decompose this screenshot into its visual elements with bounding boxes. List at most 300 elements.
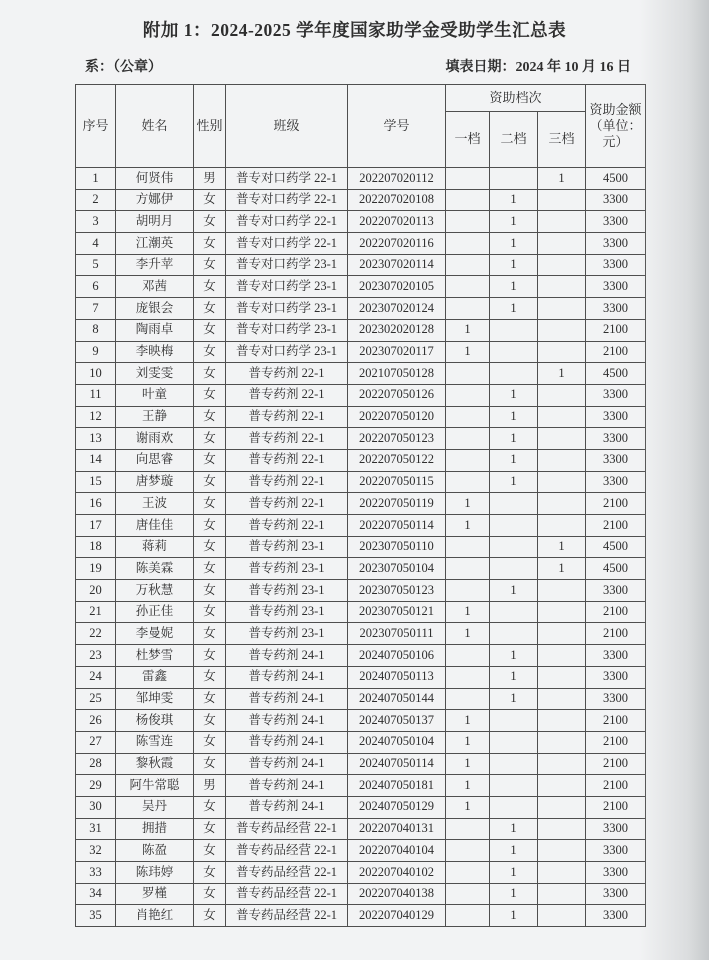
student-id-cell: 202307050110 [348, 536, 446, 558]
name-cell: 万秋慧 [116, 580, 194, 602]
seq-cell: 15 [76, 471, 116, 493]
class-cell: 普专药剂 24-1 [226, 710, 348, 732]
tier3-cell [538, 710, 586, 732]
tier3-cell [538, 645, 586, 667]
seq-cell: 21 [76, 601, 116, 623]
gender-cell: 女 [194, 862, 226, 884]
gender-cell: 女 [194, 796, 226, 818]
class-cell: 普专药剂 23-1 [226, 536, 348, 558]
table-row [76, 558, 646, 580]
class-cell: 普专药剂 24-1 [226, 688, 348, 710]
tier3-cell [538, 428, 586, 450]
tier1-cell: 1 [446, 319, 490, 341]
tier3-cell [538, 862, 586, 884]
seq-cell: 31 [76, 818, 116, 840]
name-cell: 唐佳佳 [116, 515, 194, 537]
table-row [76, 645, 646, 667]
seq-cell: 8 [76, 319, 116, 341]
student-id-cell: 202307050121 [348, 601, 446, 623]
student-id-cell: 202307050123 [348, 580, 446, 602]
amount-cell: 3300 [586, 645, 646, 667]
name-cell: 吴丹 [116, 796, 194, 818]
student-id-cell: 202207040104 [348, 840, 446, 862]
student-id-cell: 202307050104 [348, 558, 446, 580]
table-row [76, 406, 646, 428]
tier1-cell [446, 471, 490, 493]
amount-cell: 3300 [586, 254, 646, 276]
name-cell: 邹坤雯 [116, 688, 194, 710]
header-tier3: 三档 [538, 112, 586, 168]
table-row [76, 471, 646, 493]
tier2-cell: 1 [490, 189, 538, 211]
tier1-cell [446, 168, 490, 190]
tier2-cell [490, 796, 538, 818]
header-tier1: 一档 [446, 112, 490, 168]
class-cell: 普专药品经营 22-1 [226, 840, 348, 862]
gender-cell: 女 [194, 753, 226, 775]
name-cell: 刘雯雯 [116, 363, 194, 385]
class-cell: 普专药剂 22-1 [226, 493, 348, 515]
tier2-cell [490, 536, 538, 558]
name-cell: 杨俊琪 [116, 710, 194, 732]
table-row [76, 666, 646, 688]
table-row [76, 493, 646, 515]
student-id-cell: 202207040129 [348, 905, 446, 927]
student-id-cell: 202307020124 [348, 298, 446, 320]
student-id-cell: 202407050114 [348, 753, 446, 775]
tier2-cell: 1 [490, 905, 538, 927]
header-tier2: 二档 [490, 112, 538, 168]
tier2-cell: 1 [490, 580, 538, 602]
tier2-cell: 1 [490, 688, 538, 710]
tier1-cell [446, 580, 490, 602]
tier1-cell [446, 406, 490, 428]
class-cell: 普专对口药学 22-1 [226, 168, 348, 190]
tier3-cell [538, 796, 586, 818]
class-cell: 普专药剂 22-1 [226, 471, 348, 493]
tier1-cell: 1 [446, 601, 490, 623]
amount-cell: 3300 [586, 580, 646, 602]
name-cell: 王波 [116, 493, 194, 515]
tier3-cell [538, 840, 586, 862]
tier1-cell [446, 298, 490, 320]
seq-cell: 27 [76, 731, 116, 753]
name-cell: 谢雨欢 [116, 428, 194, 450]
tier2-cell [490, 168, 538, 190]
seq-cell: 26 [76, 710, 116, 732]
table-row [76, 189, 646, 211]
student-id-cell: 202407050106 [348, 645, 446, 667]
gender-cell: 女 [194, 710, 226, 732]
tier2-cell: 1 [490, 862, 538, 884]
gender-cell: 女 [194, 818, 226, 840]
name-cell: 叶童 [116, 384, 194, 406]
class-cell: 普专药剂 24-1 [226, 666, 348, 688]
tier2-cell [490, 558, 538, 580]
tier2-cell: 1 [490, 883, 538, 905]
tier2-cell: 1 [490, 384, 538, 406]
table-body [76, 168, 646, 927]
class-cell: 普专对口药学 23-1 [226, 341, 348, 363]
tier2-cell: 1 [490, 211, 538, 233]
tier2-cell [490, 623, 538, 645]
class-cell: 普专药剂 23-1 [226, 601, 348, 623]
tier2-cell [490, 515, 538, 537]
name-cell: 罗槿 [116, 883, 194, 905]
amount-cell: 4500 [586, 536, 646, 558]
student-id-cell: 202207050115 [348, 471, 446, 493]
tier3-cell [538, 449, 586, 471]
tier3-cell [538, 341, 586, 363]
class-cell: 普专对口药学 22-1 [226, 189, 348, 211]
amount-cell: 2100 [586, 710, 646, 732]
gender-cell: 女 [194, 666, 226, 688]
name-cell: 何贤伟 [116, 168, 194, 190]
class-cell: 普专药剂 24-1 [226, 775, 348, 797]
gender-cell: 女 [194, 623, 226, 645]
tier1-cell [446, 276, 490, 298]
tier3-cell [538, 493, 586, 515]
gender-cell: 女 [194, 731, 226, 753]
gender-cell: 女 [194, 558, 226, 580]
amount-cell: 3300 [586, 449, 646, 471]
seq-cell: 3 [76, 211, 116, 233]
class-cell: 普专药剂 24-1 [226, 753, 348, 775]
gender-cell: 女 [194, 515, 226, 537]
tier3-cell [538, 818, 586, 840]
tier3-cell: 1 [538, 363, 586, 385]
amount-cell: 3300 [586, 840, 646, 862]
tier3-cell [538, 623, 586, 645]
tier1-cell [446, 233, 490, 255]
seq-cell: 24 [76, 666, 116, 688]
student-id-cell: 202307050111 [348, 623, 446, 645]
class-cell: 普专药剂 22-1 [226, 384, 348, 406]
student-id-cell: 202407050113 [348, 666, 446, 688]
student-id-cell: 202207050119 [348, 493, 446, 515]
student-id-cell: 202107050128 [348, 363, 446, 385]
class-cell: 普专对口药学 23-1 [226, 298, 348, 320]
class-cell: 普专药剂 22-1 [226, 449, 348, 471]
table-row [76, 515, 646, 537]
amount-cell: 3300 [586, 862, 646, 884]
table-row [76, 905, 646, 927]
name-cell: 杜梦雪 [116, 645, 194, 667]
tier1-cell [446, 558, 490, 580]
seq-cell: 4 [76, 233, 116, 255]
gender-cell: 女 [194, 840, 226, 862]
student-id-cell: 202407050129 [348, 796, 446, 818]
header-amount: 资助金额（单位：元） [586, 85, 646, 168]
name-cell: 胡明月 [116, 211, 194, 233]
class-cell: 普专药品经营 22-1 [226, 818, 348, 840]
gender-cell: 女 [194, 233, 226, 255]
seq-cell: 28 [76, 753, 116, 775]
seq-cell: 32 [76, 840, 116, 862]
tier3-cell: 1 [538, 536, 586, 558]
class-cell: 普专对口药学 23-1 [226, 276, 348, 298]
student-id-cell: 202207050123 [348, 428, 446, 450]
tier1-cell [446, 363, 490, 385]
gender-cell: 女 [194, 341, 226, 363]
tier2-cell: 1 [490, 233, 538, 255]
gender-cell: 男 [194, 775, 226, 797]
seq-cell: 22 [76, 623, 116, 645]
tier1-cell [446, 428, 490, 450]
tier2-cell: 1 [490, 428, 538, 450]
seq-cell: 2 [76, 189, 116, 211]
amount-cell: 2100 [586, 775, 646, 797]
gender-cell: 女 [194, 536, 226, 558]
student-id-cell: 202407050144 [348, 688, 446, 710]
tier1-cell [446, 211, 490, 233]
table-row [76, 796, 646, 818]
name-cell: 陈美霖 [116, 558, 194, 580]
seq-cell: 14 [76, 449, 116, 471]
table-row [76, 731, 646, 753]
gender-cell: 女 [194, 601, 226, 623]
fill-date-label: 填表日期：2024 年 10 月 16 日 [445, 60, 631, 75]
amount-cell: 2100 [586, 601, 646, 623]
gender-cell: 女 [194, 363, 226, 385]
class-cell: 普专药剂 22-1 [226, 406, 348, 428]
name-cell: 拥措 [116, 818, 194, 840]
tier2-cell [490, 753, 538, 775]
seq-cell: 6 [76, 276, 116, 298]
name-cell: 陈盈 [116, 840, 194, 862]
table-header [76, 85, 646, 168]
table-row [76, 276, 646, 298]
table-row [76, 254, 646, 276]
table-row [76, 233, 646, 255]
name-cell: 庞银会 [116, 298, 194, 320]
header-seq: 序号 [76, 85, 116, 168]
name-cell: 方娜伊 [116, 189, 194, 211]
class-cell: 普专药剂 24-1 [226, 731, 348, 753]
student-id-cell: 202207050126 [348, 384, 446, 406]
seq-cell: 13 [76, 428, 116, 450]
table-row [76, 775, 646, 797]
gender-cell: 女 [194, 883, 226, 905]
student-id-cell: 202207020112 [348, 168, 446, 190]
tier2-cell [490, 319, 538, 341]
seq-cell: 20 [76, 580, 116, 602]
tier3-cell [538, 189, 586, 211]
class-cell: 普专药剂 22-1 [226, 363, 348, 385]
tier3-cell [538, 515, 586, 537]
seq-cell: 19 [76, 558, 116, 580]
tier2-cell: 1 [490, 449, 538, 471]
amount-cell: 2100 [586, 731, 646, 753]
name-cell: 陈雪连 [116, 731, 194, 753]
name-cell: 邓茜 [116, 276, 194, 298]
gender-cell: 女 [194, 406, 226, 428]
name-cell: 雷鑫 [116, 666, 194, 688]
class-cell: 普专对口药学 22-1 [226, 233, 348, 255]
name-cell: 唐梦璇 [116, 471, 194, 493]
gender-cell: 女 [194, 254, 226, 276]
amount-cell: 3300 [586, 211, 646, 233]
name-cell: 向思睿 [116, 449, 194, 471]
tier3-cell [538, 580, 586, 602]
tier3-cell [538, 883, 586, 905]
header-name: 姓名 [116, 85, 194, 168]
table-row [76, 319, 646, 341]
amount-cell: 3300 [586, 276, 646, 298]
student-id-cell: 202207050122 [348, 449, 446, 471]
table-row [76, 883, 646, 905]
gender-cell: 女 [194, 580, 226, 602]
gender-cell: 女 [194, 688, 226, 710]
tier1-cell [446, 818, 490, 840]
table-row [76, 449, 646, 471]
student-id-cell: 202207040131 [348, 818, 446, 840]
tier2-cell [490, 341, 538, 363]
tier3-cell [538, 319, 586, 341]
class-cell: 普专药剂 22-1 [226, 428, 348, 450]
tier1-cell [446, 666, 490, 688]
table-row [76, 710, 646, 732]
amount-cell: 2100 [586, 319, 646, 341]
class-cell: 普专对口药学 23-1 [226, 319, 348, 341]
tier2-cell [490, 601, 538, 623]
table-row [76, 580, 646, 602]
tier2-cell: 1 [490, 471, 538, 493]
tier2-cell: 1 [490, 406, 538, 428]
name-cell: 李升苹 [116, 254, 194, 276]
tier1-cell [446, 536, 490, 558]
table-row [76, 211, 646, 233]
table-row [76, 601, 646, 623]
tier2-cell: 1 [490, 840, 538, 862]
seq-cell: 25 [76, 688, 116, 710]
amount-cell: 4500 [586, 168, 646, 190]
seq-cell: 12 [76, 406, 116, 428]
table-row [76, 840, 646, 862]
seq-cell: 29 [76, 775, 116, 797]
tier3-cell: 1 [538, 168, 586, 190]
amount-cell: 3300 [586, 189, 646, 211]
amount-cell: 2100 [586, 623, 646, 645]
student-id-cell: 202307020114 [348, 254, 446, 276]
name-cell: 孙正佳 [116, 601, 194, 623]
amount-cell: 3300 [586, 406, 646, 428]
tier1-cell: 1 [446, 341, 490, 363]
tier1-cell [446, 645, 490, 667]
tier1-cell: 1 [446, 731, 490, 753]
student-id-cell: 202307020117 [348, 341, 446, 363]
tier1-cell [446, 189, 490, 211]
tier1-cell: 1 [446, 515, 490, 537]
amount-cell: 2100 [586, 341, 646, 363]
amount-cell: 3300 [586, 666, 646, 688]
seq-cell: 33 [76, 862, 116, 884]
tier1-cell: 1 [446, 796, 490, 818]
gender-cell: 女 [194, 189, 226, 211]
gender-cell: 女 [194, 493, 226, 515]
tier3-cell [538, 601, 586, 623]
tier1-cell: 1 [446, 710, 490, 732]
tier1-cell [446, 862, 490, 884]
name-cell: 王静 [116, 406, 194, 428]
tier3-cell [538, 211, 586, 233]
tier2-cell [490, 710, 538, 732]
tier2-cell [490, 775, 538, 797]
name-cell: 陶雨卓 [116, 319, 194, 341]
gender-cell: 男 [194, 168, 226, 190]
name-cell: 黎秋霞 [116, 753, 194, 775]
tier1-cell [446, 254, 490, 276]
seq-cell: 18 [76, 536, 116, 558]
tier2-cell [490, 363, 538, 385]
tier3-cell [538, 233, 586, 255]
student-id-cell: 202302020128 [348, 319, 446, 341]
amount-cell: 2100 [586, 753, 646, 775]
amount-cell: 3300 [586, 905, 646, 927]
class-cell: 普专药剂 24-1 [226, 796, 348, 818]
gender-cell: 女 [194, 471, 226, 493]
class-cell: 普专对口药学 22-1 [226, 211, 348, 233]
tier3-cell [538, 753, 586, 775]
seq-cell: 10 [76, 363, 116, 385]
amount-cell: 3300 [586, 471, 646, 493]
tier1-cell [446, 905, 490, 927]
seq-cell: 34 [76, 883, 116, 905]
tier3-cell [538, 471, 586, 493]
table-row [76, 341, 646, 363]
name-cell: 肖艳红 [116, 905, 194, 927]
table-row [76, 428, 646, 450]
student-id-cell: 202207020116 [348, 233, 446, 255]
amount-cell: 3300 [586, 428, 646, 450]
seq-cell: 30 [76, 796, 116, 818]
table-row [76, 168, 646, 190]
student-id-cell: 202207050114 [348, 515, 446, 537]
name-cell: 李映梅 [116, 341, 194, 363]
table-row [76, 688, 646, 710]
table-row [76, 363, 646, 385]
header-student-id: 学号 [348, 85, 446, 168]
tier3-cell [538, 298, 586, 320]
class-cell: 普专药品经营 22-1 [226, 883, 348, 905]
gender-cell: 女 [194, 298, 226, 320]
seq-cell: 1 [76, 168, 116, 190]
amount-cell: 2100 [586, 493, 646, 515]
tier3-cell [538, 688, 586, 710]
tier2-cell: 1 [490, 276, 538, 298]
seq-cell: 17 [76, 515, 116, 537]
name-cell: 阿牛常聪 [116, 775, 194, 797]
gender-cell: 女 [194, 319, 226, 341]
tier1-cell: 1 [446, 775, 490, 797]
table-row [76, 384, 646, 406]
gender-cell: 女 [194, 384, 226, 406]
header-gender: 性别 [194, 85, 226, 168]
amount-cell: 2100 [586, 796, 646, 818]
tier3-cell [538, 775, 586, 797]
student-id-cell: 202207040138 [348, 883, 446, 905]
table-row [76, 623, 646, 645]
table-row [76, 818, 646, 840]
tier2-cell: 1 [490, 254, 538, 276]
table-row [76, 298, 646, 320]
gender-cell: 女 [194, 449, 226, 471]
name-cell: 江潮英 [116, 233, 194, 255]
tier1-cell [446, 449, 490, 471]
name-cell: 李曼妮 [116, 623, 194, 645]
student-id-cell: 202207020108 [348, 189, 446, 211]
table-row [76, 753, 646, 775]
